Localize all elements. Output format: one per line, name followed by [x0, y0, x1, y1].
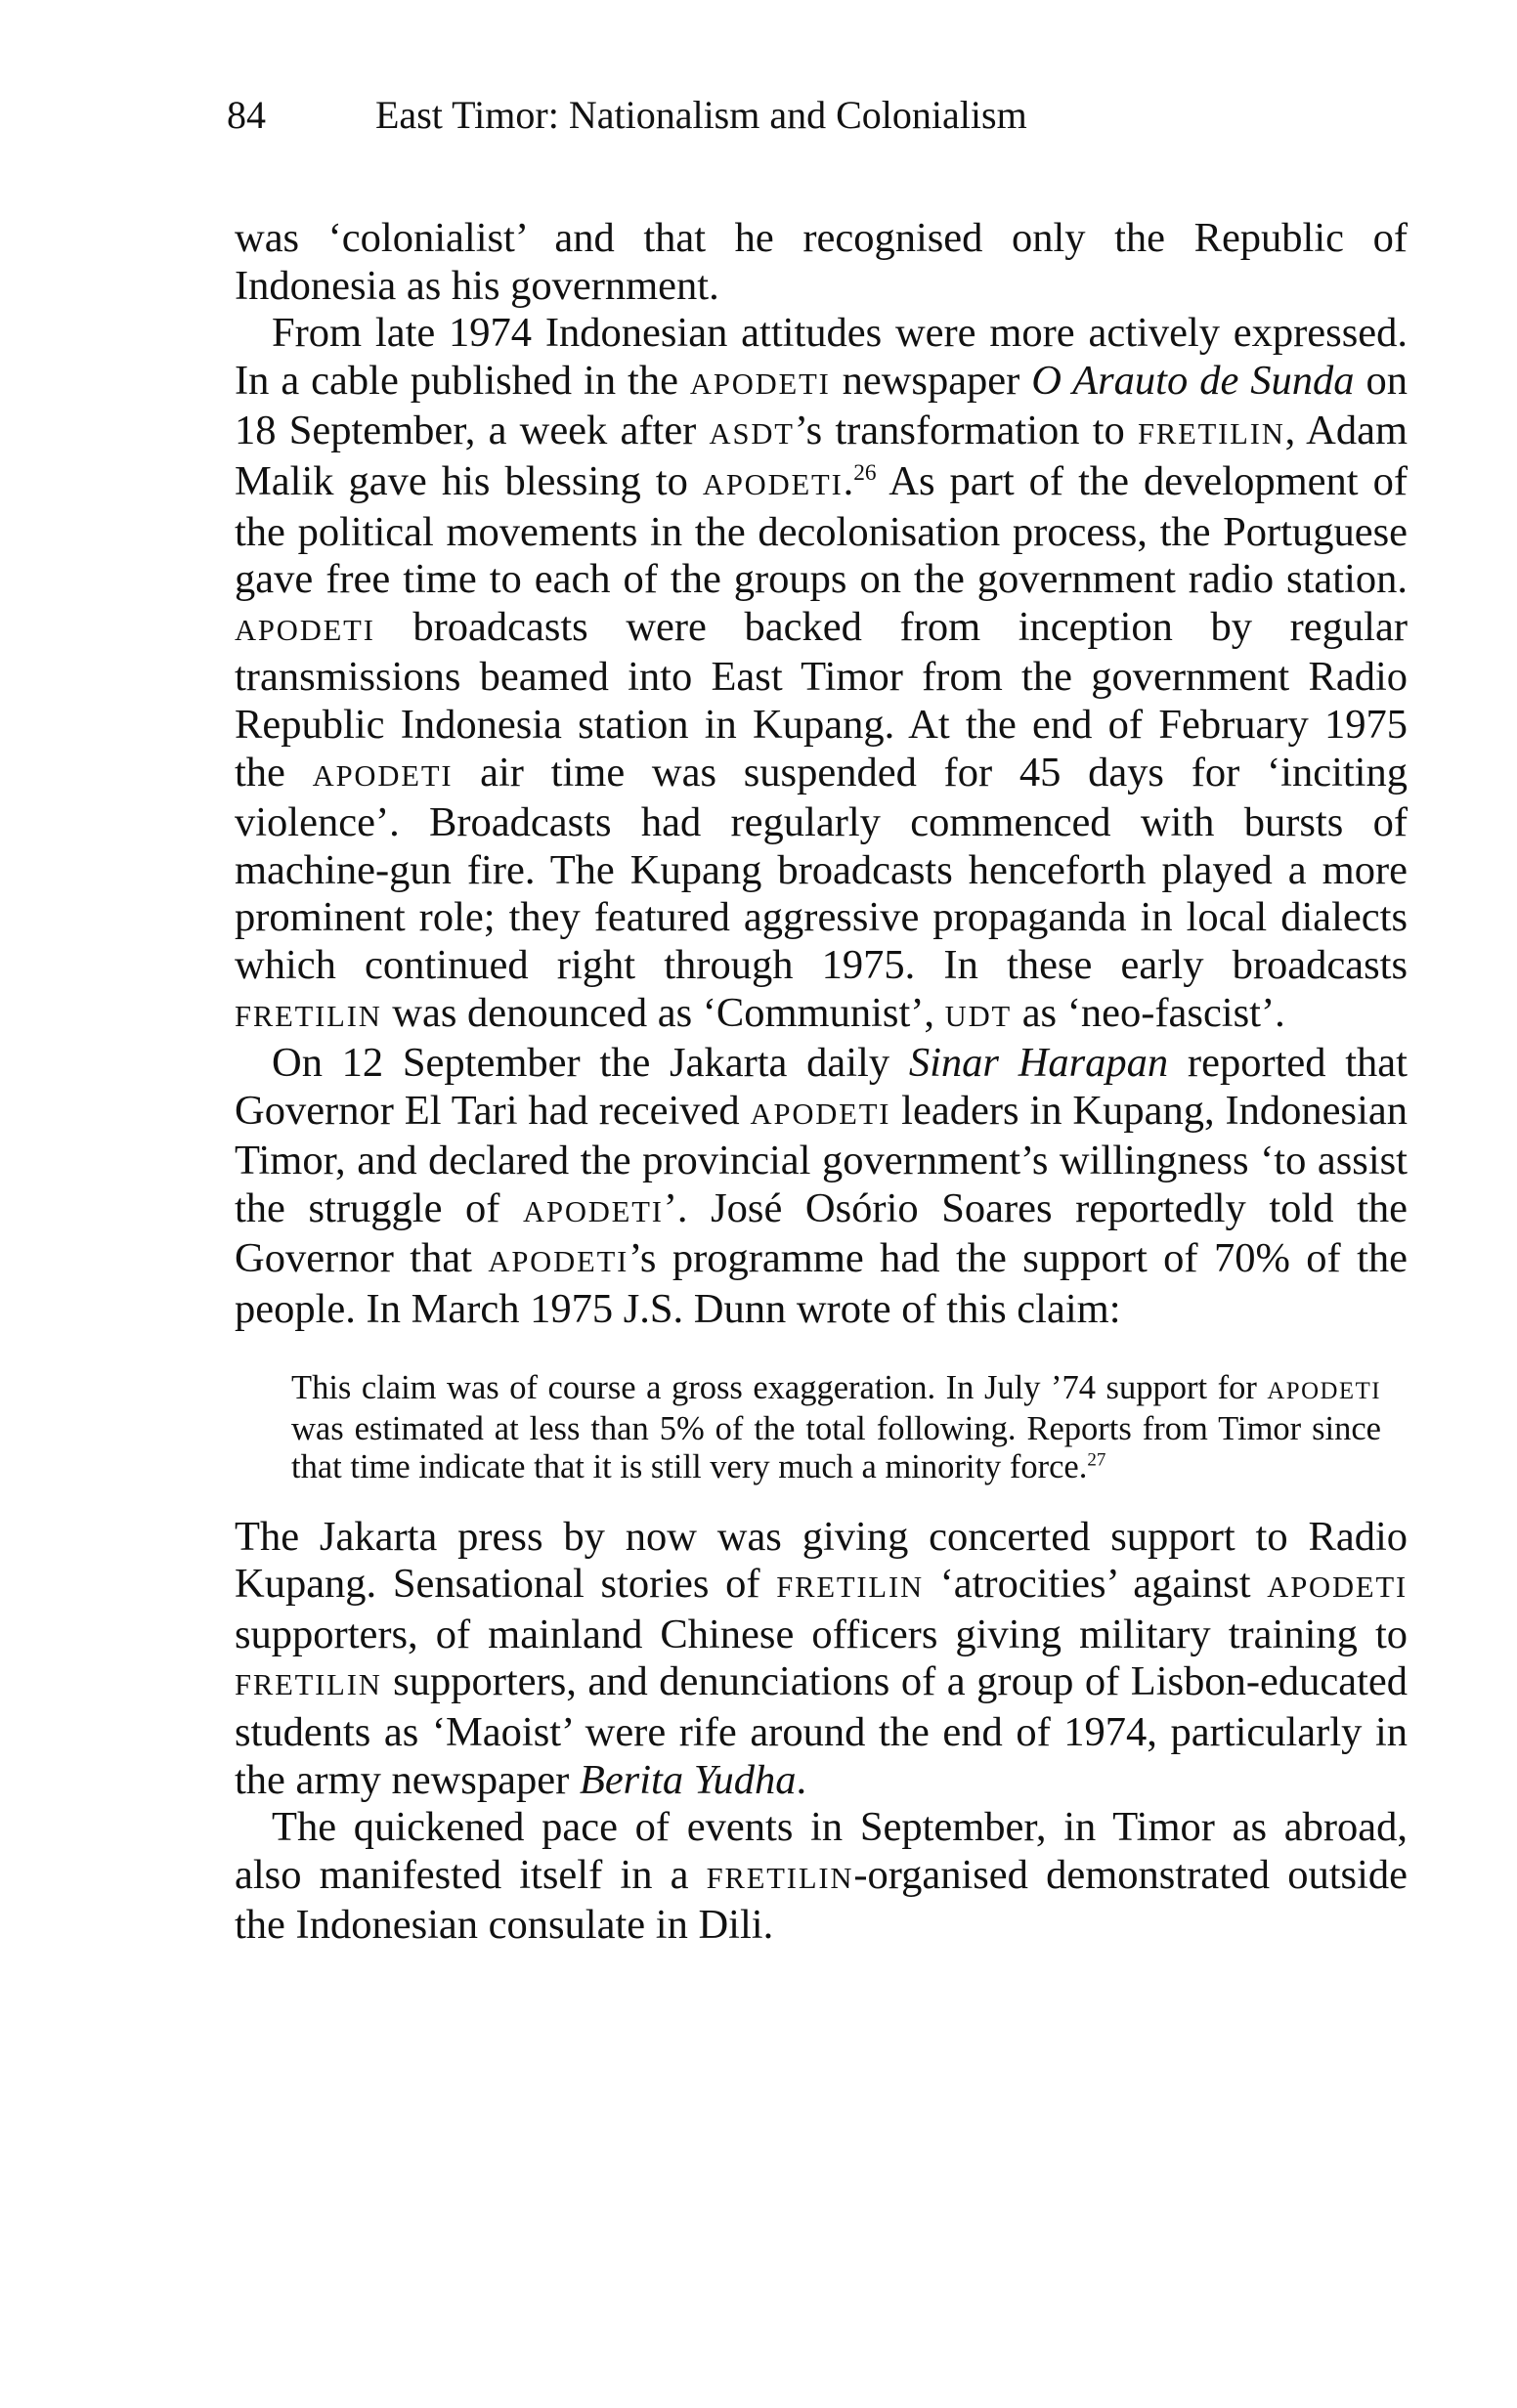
body-text — [235, 215, 1408, 1950]
footnote-ref: 27 — [1087, 1449, 1106, 1471]
footnote-ref: 26 — [853, 459, 877, 486]
newspaper-title: O Arauto de Sunda — [1031, 357, 1355, 404]
paragraph: From late 1974 Indonesian attitudes were more actively expressed. In a cable published in the APODETI newspaper O Arauto de Sunda on 18 September, a week after ASDT’s transformation to FRETILIN, Adam Malik gave his blessing to APODETI.$^{26}$ As part of the development of the political movements in the decolonisation process, the Portuguese gave free time to each of the groups on the government radio station. APODETI broadcasts were backed from inception by regular transmissions beamed into East Timor from the government Radio Republic Indonesia station in Kupang. At the end of February 1975 the APODETI air time was suspended for 45 days for ‘inciting violence’. Broadcasts had regularly commenced with bursts of machine-gun fire. The Kupang broadcasts henceforth played a more prominent role; they featured aggressive propaganda in local dialects which continued right through 1975. In these early broadcasts FRETILIN was denounced as ‘Communist’, UDT as ‘neo-fascist’. — [235, 310, 1409, 1036]
paragraph: The quickened pace of events in September, in Timor as abroad, also manifested itself in a FRETILIN-organised demonstrated outside the Indonesian consulate in Dili. — [235, 1804, 1408, 1949]
running-title: East Timor: Nationalism and Colonialism — [375, 93, 1027, 137]
paragraph: was ‘colonialist’ and that he recognised only the Republic of Indonesia as his government. — [235, 215, 1408, 309]
paragraph: On 12 September the Jakarta daily Sinar Harapan reported that Governor El Tari had received APODETI leaders in Kupang, Indonesian Timor, and declared the provincial government’s willingness ‘to assist the struggle of APODETI’. José Osório Soares reportedly told the Governor that APODETI’s programme had the support of 70% of the people. In March 1975 J.S. Dunn wrote of this claim: — [235, 1040, 1409, 1333]
newspaper-title: Berita Yudha — [579, 1756, 797, 1803]
block-quote: This claim was of course a gross exaggeration. In July ’74 support for APODETI was estimated at less than 5% of the total following. Reports from Timor since that time indicate that it is still very much a minority force.$^{27}$ — [291, 1368, 1381, 1485]
page-header — [227, 86, 1400, 145]
page-number: 84 — [227, 93, 266, 137]
newspaper-title: Sinar Harapan — [908, 1040, 1169, 1087]
paragraph: The Jakarta press by now was giving concerted support to Radio Kupang. Sensational stories of FRETILIN ‘atrocities’ against APODETI supporters, of mainland Chinese officers giving military training to FRETILIN supporters, and denunciations of a group of Lisbon-educated students as ‘Maoist’ were rife around the end of 1974, particularly in the army newspaper Berita Yudha. — [235, 1513, 1408, 1803]
